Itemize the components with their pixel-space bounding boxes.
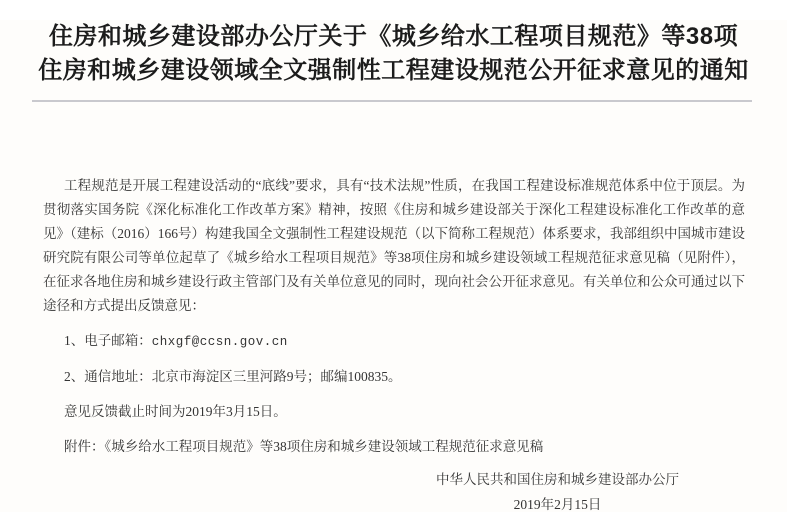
title-divider — [32, 100, 752, 102]
signature-block — [43, 467, 745, 517]
notice-title — [18, 20, 769, 88]
signature-org: 中华人民共和国住房和城乡建设部办公厅 — [436, 472, 679, 487]
signature-date: 2019年2月15日 — [513, 497, 602, 512]
contact-email-label: 1、电子邮箱： — [64, 333, 152, 348]
contact-email-line — [43, 329, 745, 354]
notice-title-line2: 住房和城乡建设领域全文强制性工程建设规范公开征求意见的通知 — [38, 57, 749, 84]
signature-inner — [436, 467, 679, 517]
intro-paragraph: 工程规范是开展工程建设活动的“底线”要求，具有“技术法规”性质，在我国工程建设标准规范体系中位于顶层。为贯彻落实国务院《深化标准化工作改革方案》精神，按照《住房和城乡建设部关于深化工程建设标准化工作改革的意见》（建标（2016）166号）构建我国全文强制性工程建设规范（以下简称工程规范）体系要求，我部组织中国城市建设研究院有限公司等单位起草了《城乡给水工程项目规范》等38项住房和城乡建设领域工程规范征求意见稿（见附件），在征求各地住房和城乡建设行政主管部门及有关单位意见的同时，现向社会公开征求意见。有关单位和公众可通过以下途径和方式提出反馈意见： — [43, 178, 745, 313]
notice-title-line1: 住房和城乡建设部办公厅关于《城乡给水工程项目规范》等38项 — [48, 23, 739, 50]
attachment-line: 附件：《城乡给水工程项目规范》等38项住房和城乡建设领域工程规范征求意见稿 — [64, 439, 544, 454]
contact-address-line: 2、通信地址：北京市海淀区三里河路9号；邮编100835。 — [64, 369, 402, 384]
document-body — [0, 174, 787, 517]
email-address: chxgf@ccsn.gov.cn — [151, 335, 288, 349]
document-page — [0, 20, 787, 512]
feedback-deadline-line: 意见反馈截止时间为2019年3月15日。 — [64, 404, 287, 419]
